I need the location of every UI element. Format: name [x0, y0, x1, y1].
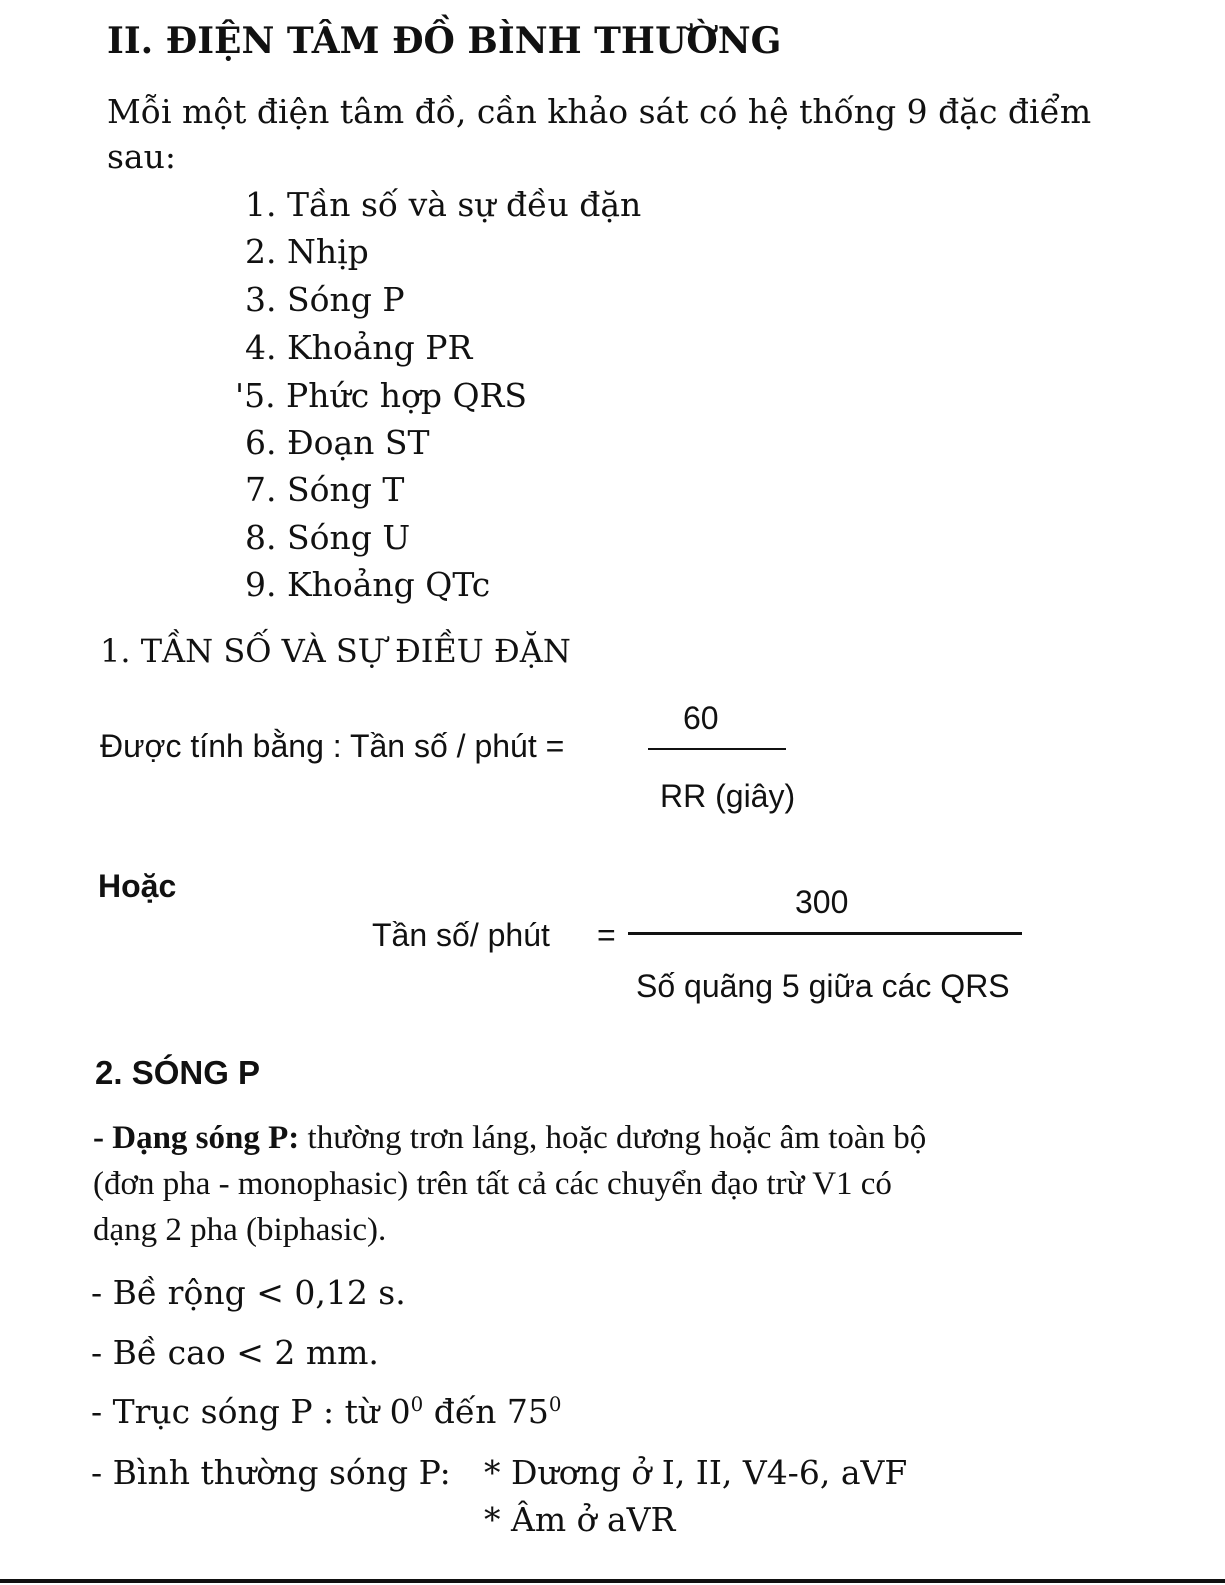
intro-line-2: sau:: [107, 137, 176, 176]
axis-middle: đến 75: [423, 1392, 549, 1431]
list-item: 3. Sóng P: [245, 280, 405, 319]
page-bottom-rule: [0, 1579, 1225, 1583]
list-item: 9. Khoảng QTc: [245, 565, 491, 604]
list-item: 4. Khoảng PR: [245, 328, 473, 367]
formula-2-lhs: Tần số/ phút: [372, 917, 550, 953]
list-item: 6. Đoạn ST: [245, 423, 430, 462]
page-title: II. ĐIỆN TÂM ĐỒ BÌNH THƯỜNG: [107, 20, 782, 62]
list-item: '5. Phức hợp QRS: [235, 376, 527, 415]
p-wave-shape-text: thường trơn láng, hoặc dương hoặc âm toàn bộ: [299, 1120, 927, 1156]
list-item: 8. Sóng U: [245, 518, 411, 557]
formula-1-lhs: Được tính bằng : Tần số / phút =: [100, 728, 565, 764]
p-wave-normal-item: * Âm ở aVR: [484, 1500, 676, 1539]
axis-degree-2: 0: [548, 1393, 562, 1417]
formula-2-numerator: 300: [795, 884, 849, 920]
fraction-bar: [628, 932, 1022, 935]
formula-1-denominator: RR (giây): [660, 778, 796, 814]
p-wave-normal-label: - Bình thường sóng P:: [91, 1453, 451, 1492]
list-item: 1. Tần số và sự đều đặn: [245, 185, 642, 224]
formula-2-equals: =: [597, 917, 616, 953]
p-wave-shape-line-1: [93, 1120, 926, 1157]
section-1-title: 1. TẦN SỐ VÀ SỰ ĐIỀU ĐẶN: [100, 632, 571, 670]
list-item: 7. Sóng T: [245, 470, 405, 509]
intro-line-1: Mỗi một điện tâm đồ, cần khảo sát có hệ thống 9 đặc điểm: [107, 92, 1092, 131]
section-2-title: 2. SÓNG P: [95, 1054, 261, 1091]
p-wave-width: - Bề rộng < 0,12 s.: [91, 1273, 406, 1312]
formula-1-numerator: 60: [683, 700, 719, 736]
axis-prefix: - Trục sóng P : từ 0: [91, 1392, 411, 1431]
p-wave-axis: [91, 1392, 561, 1431]
p-wave-normal-item: * Dương ở I, II, V4-6, aVF: [484, 1453, 908, 1492]
p-wave-shape-line-2: (đơn pha - monophasic) trên tất cả các chuyển đạo trừ V1 có: [93, 1166, 892, 1202]
axis-degree-1: 0: [410, 1393, 424, 1417]
or-label: Hoặc: [98, 868, 177, 904]
p-wave-shape-label: - Dạng sóng P:: [93, 1120, 300, 1156]
p-wave-height: - Bề cao < 2 mm.: [91, 1333, 379, 1372]
fraction-bar: [648, 748, 786, 750]
p-wave-shape-line-3: dạng 2 pha (biphasic).: [93, 1212, 387, 1248]
list-item: 2. Nhịp: [245, 232, 369, 271]
formula-2-denominator: Số quãng 5 giữa các QRS: [636, 968, 1010, 1004]
